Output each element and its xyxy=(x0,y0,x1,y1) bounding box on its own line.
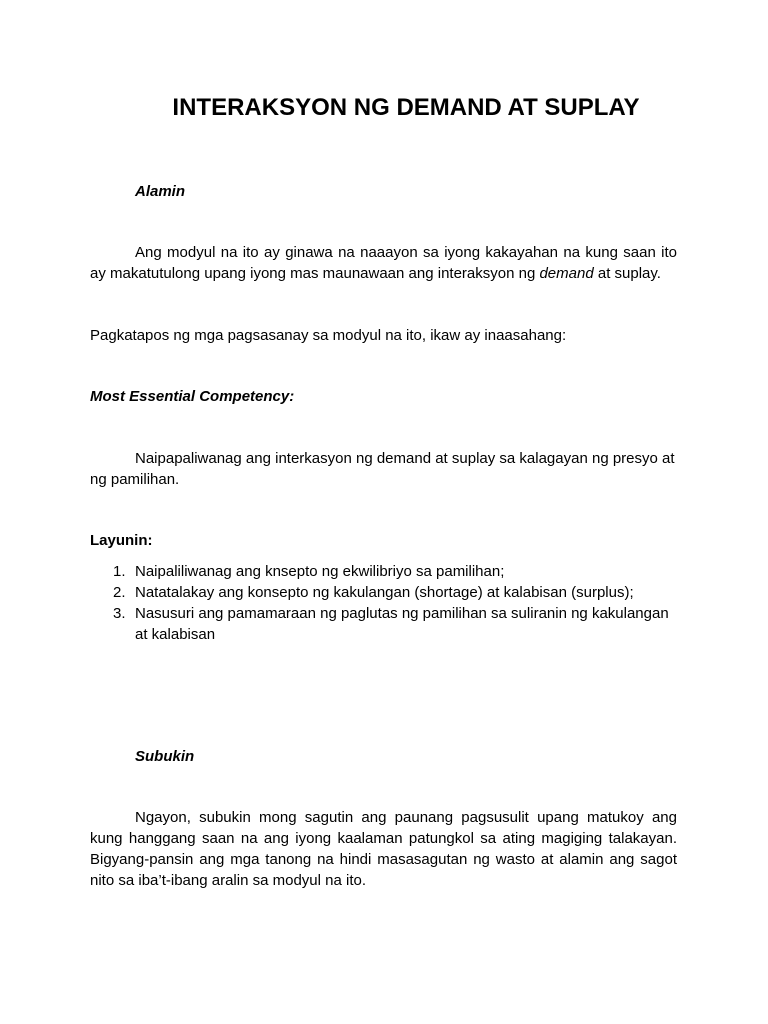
objectives-list xyxy=(90,561,677,645)
layunin-heading: Layunin: xyxy=(90,532,153,549)
list-item xyxy=(90,561,677,582)
document-page xyxy=(90,0,677,1024)
subukin-heading: Subukin xyxy=(135,748,195,765)
list-item xyxy=(90,582,677,603)
expectation-text: Pagkatapos ng mga pagsasanay sa modyul na ito, ikaw ay inaasahang: xyxy=(90,327,567,344)
document-title: INTERAKSYON NG DEMAND AT SUPLAY xyxy=(172,94,640,121)
alamin-heading: Alamin xyxy=(135,183,186,200)
competency-heading: Most Essential Competency: xyxy=(90,388,295,405)
list-item-number: 3. xyxy=(113,605,126,622)
list-item-text: Natatalakay ang konsepto ng kakulangan (shortage) at kalabisan (surplus); xyxy=(135,584,634,601)
subukin-paragraph: Ngayon, subukin mong sagutin ang paunang pagsusulit upang matukoy ang kung hanggang saan na ang iyong kaalaman patungkol sa ating magiging talakayan. Bigyang-pansin ang mga tanong na hindi masasagutan ng wasto at alamin ang sagot nito sa iba’t-ibang aralin sa modyul na ito. xyxy=(90,809,677,889)
list-item-text: Nasusuri ang pamamaraan ng paglutas ng pamilihan sa suliranin ng kakulangan at kalabisan xyxy=(135,605,669,643)
list-item-text: Naipaliliwanag ang knsepto ng ekwilibriyo sa pamilihan; xyxy=(135,563,505,580)
alamin-paragraph-emphasis: demand xyxy=(539,265,594,282)
list-item-number: 2. xyxy=(113,584,126,601)
list-item xyxy=(90,603,677,645)
alamin-paragraph-end: at suplay. xyxy=(593,265,661,282)
alamin-paragraph xyxy=(90,242,677,284)
competency-text: Naipapaliwanag ang interkasyon ng demand at suplay sa kalagayan ng presyo at ng pamilihan. xyxy=(90,450,675,488)
list-item-number: 1. xyxy=(113,563,126,580)
alamin-paragraph-text: Ang modyul na ito ay ginawa na naaayon sa iyong kakayahan na kung saan ito ay makatutulong upang iyong mas maunawaan ang interaksyon ng xyxy=(90,244,677,282)
